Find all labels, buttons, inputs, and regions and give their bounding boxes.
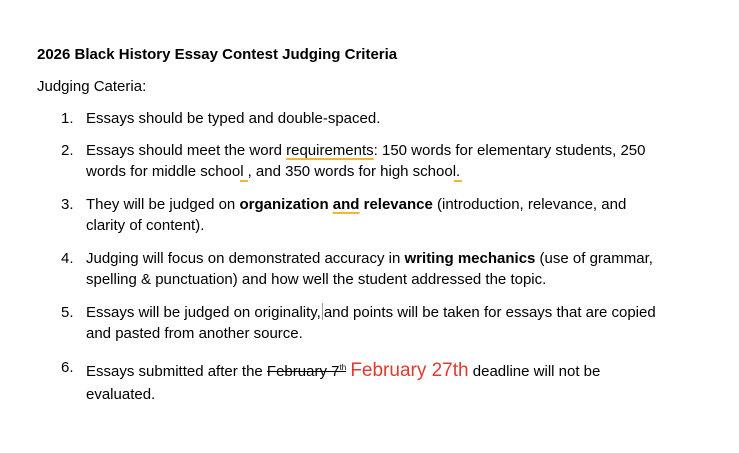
item-text: : 150 words for elementary students, 250 words for middle school	[86, 142, 646, 180]
item-text: Essays will be judged on originality,	[86, 304, 321, 321]
item-text: (introduction, relevance, and clarity of content).	[86, 196, 627, 234]
item-text: Essays should be typed and double-spaced.	[86, 110, 381, 127]
document-subheading: Judging Cateria:	[37, 78, 147, 95]
grammar-suggestion[interactable]: and	[332, 196, 360, 213]
list-item[interactable]	[37, 356, 666, 406]
grammar-suggestion-mark[interactable]	[454, 180, 462, 182]
item-text: , and 350 words for high school.	[247, 163, 461, 180]
criteria-list	[37, 108, 697, 406]
struck-date: February 7th	[266, 363, 347, 380]
list-item[interactable]	[37, 302, 666, 344]
list-number: 1.	[61, 110, 74, 127]
new-deadline-date: February 27th	[350, 360, 469, 381]
list-item[interactable]	[37, 140, 666, 182]
document-page	[37, 44, 697, 406]
text-cursor	[322, 303, 323, 320]
list-item[interactable]	[37, 108, 666, 129]
bold-text: relevance	[359, 196, 433, 213]
bold-text: writing mechanics	[404, 250, 536, 267]
bold-text: organization	[239, 196, 333, 213]
item-text: They will be judged on	[86, 196, 240, 213]
item-text: and points will be taken for essays that are copied and pasted from another source.	[86, 304, 656, 342]
list-item[interactable]	[37, 248, 666, 290]
item-text: Essays should meet the word	[86, 142, 287, 159]
list-number: 4.	[61, 250, 74, 267]
list-number: 3.	[61, 196, 74, 213]
item-text: Essays submitted after the	[86, 363, 267, 380]
grammar-suggestion-mark[interactable]	[240, 180, 248, 182]
item-text: deadline will not be evaluated.	[86, 363, 601, 403]
spelling-suggestion[interactable]: requirements	[286, 142, 374, 159]
list-number: 2.	[61, 142, 74, 159]
item-text: Judging will focus on demonstrated accuracy in	[86, 250, 405, 267]
list-number: 6.	[61, 359, 74, 376]
document-title: 2026 Black History Essay Contest Judging Criteria	[37, 46, 398, 63]
list-number: 5.	[61, 304, 74, 321]
item-text: (use of grammar, spelling & punctuation) and how well the student addressed the topic.	[86, 250, 653, 288]
list-item[interactable]	[37, 194, 666, 236]
